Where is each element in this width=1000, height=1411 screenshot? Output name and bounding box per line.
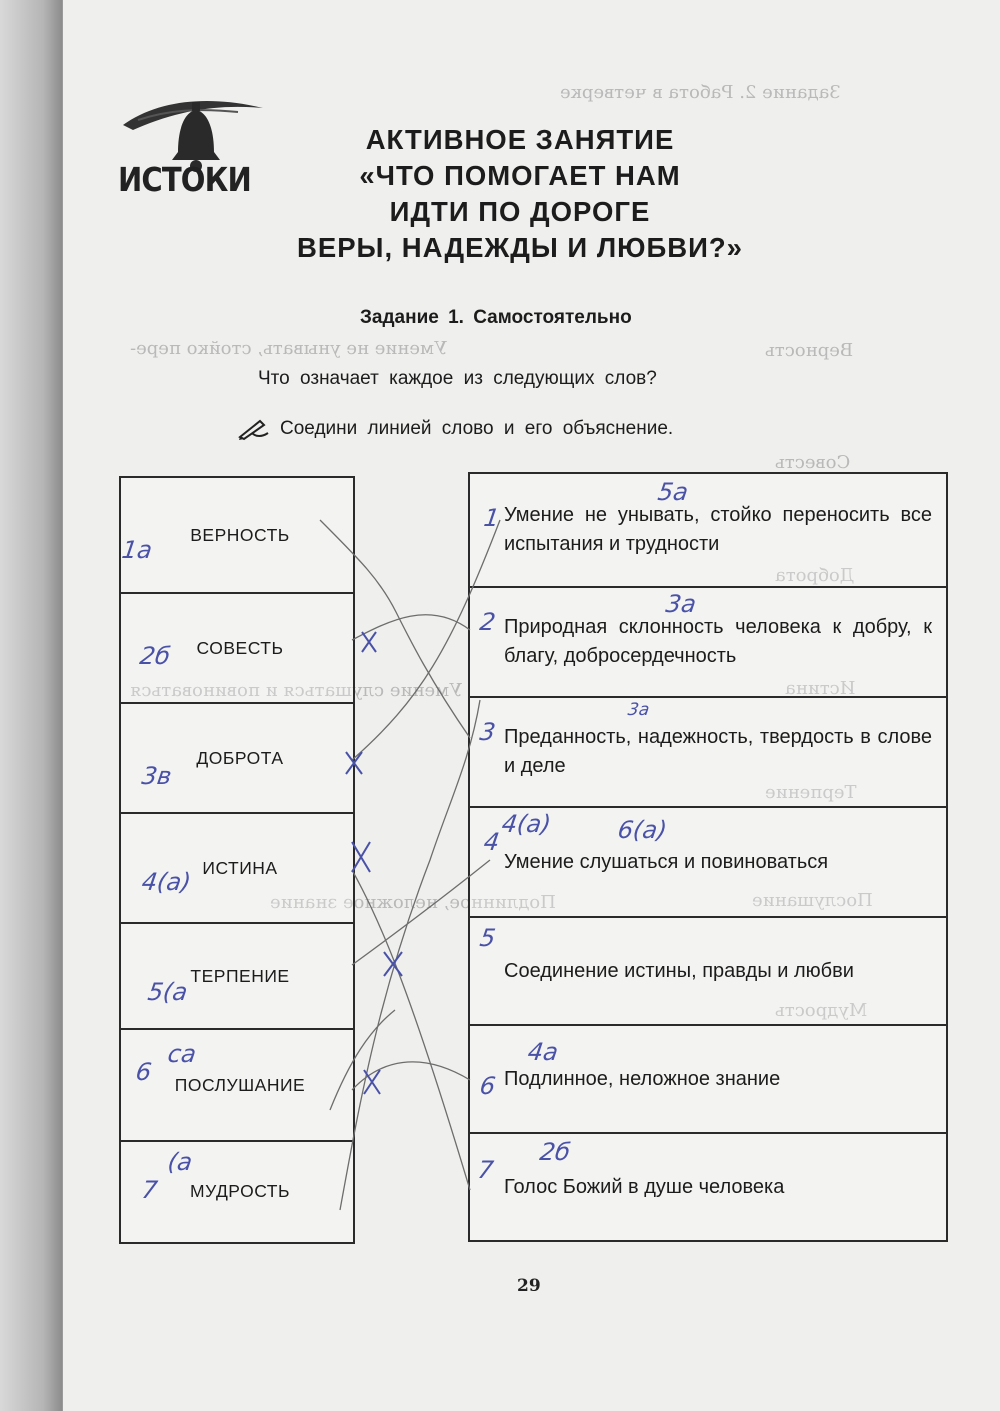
word-cell[interactable] (121, 478, 353, 592)
bleed-through-line: Умение слушаться и повиноваться (130, 680, 463, 701)
explanation-text: Природная склонность человека к добру, к благу, добросердечность (504, 616, 932, 667)
handwritten-mark: 4(а) (140, 868, 193, 896)
handwritten-mark: 3в (140, 762, 174, 790)
bleed-through-line: Мудрость (775, 1000, 868, 1021)
bleed-through-line: Послушание (752, 890, 873, 911)
word-label: МУДРОСТЬ (190, 1180, 290, 1201)
handwritten-mark: 2б (138, 642, 173, 670)
book-spine-shadow (0, 0, 62, 1411)
task-title: Задание 1. Самостоятельно (360, 307, 632, 328)
title-line: ВЕРЫ, НАДЕЖДЫ И ЛЮБВИ?» (297, 232, 743, 263)
word-label: ТЕРПЕНИЕ (190, 965, 290, 986)
handwritten-number: 4 (482, 828, 502, 856)
handwritten-mark: 5а (656, 478, 690, 506)
word-cell[interactable] (121, 702, 353, 812)
word-cell[interactable] (121, 1028, 353, 1140)
bleed-through-line: Истина (785, 678, 856, 699)
handwritten-mark: са (166, 1040, 198, 1068)
bleed-through-line: Верность (765, 340, 854, 361)
task-question: Что означает каждое из следующих слов? (258, 368, 657, 389)
word-label: ПОСЛУШАНИЕ (174, 1074, 306, 1095)
handwritten-mark: 3а (664, 590, 698, 618)
task-instruction (238, 417, 673, 441)
explanation-text: Соединение истины, правды и любви (504, 959, 854, 982)
word-label: СОВЕСТЬ (196, 637, 284, 658)
handwritten-mark: 4а (526, 1038, 560, 1066)
page-title (290, 122, 750, 266)
explanation-text: Подлинное, неложное знание (504, 1067, 781, 1090)
handwritten-number: 6 (478, 1072, 498, 1100)
handwritten-number: 1 (482, 504, 502, 532)
explanations-table (468, 472, 948, 1242)
handwritten-mark: 6 (134, 1058, 154, 1086)
word-label: ВЕРНОСТЬ (190, 524, 290, 545)
handwritten-mark: 5(а (146, 978, 190, 1006)
handwritten-mark: 3а (626, 700, 651, 720)
bleed-through-line: Подлинное, неложное знание (270, 892, 556, 913)
explanation-cell[interactable] (470, 586, 946, 696)
handwritten-number: 5 (478, 924, 498, 952)
explanation-text: Умение слушаться и повиноваться (504, 850, 829, 873)
word-cell[interactable] (121, 812, 353, 922)
bleed-through-line: Задание 2. Работа в четверке (560, 82, 841, 103)
instruction-text: Соедини линией слово и его объяснение. (280, 418, 674, 439)
handwritten-mark: 6(а) (616, 816, 669, 844)
page-number: 29 (517, 1276, 541, 1296)
word-cell[interactable] (121, 922, 353, 1028)
handwritten-mark: 1а (120, 536, 154, 564)
title-line: «ЧТО ПОМОГАЕТ НАМ (359, 160, 681, 191)
bleed-through-line: Терпение (765, 782, 857, 803)
pencil-hand-icon (238, 417, 270, 441)
bleed-through-line: Совесть (775, 452, 851, 473)
explanation-text: Преданность, надежность, твердость в слове и деле (504, 726, 932, 777)
handwritten-mark: 2б (538, 1138, 573, 1166)
handwritten-number: 2 (478, 608, 498, 636)
explanation-cell[interactable] (470, 696, 946, 806)
word-label: ДОБРОТА (196, 747, 284, 768)
bleed-through-line: Доброта (775, 565, 855, 586)
handwritten-number: 3 (478, 718, 498, 746)
explanation-cell[interactable] (470, 474, 946, 586)
handwritten-mark: (а (166, 1148, 195, 1176)
word-label: ИСТИНА (202, 857, 278, 878)
handwritten-mark: 7 (140, 1176, 160, 1204)
explanation-text: Голос Божий в душе человека (504, 1175, 785, 1198)
bleed-through-line: Умение не унывать, стойко пере- (130, 338, 447, 359)
logo-text: ИСТОКИ (118, 160, 251, 199)
explanation-cell[interactable] (470, 916, 946, 1024)
title-line: АКТИВНОЕ ЗАНЯТИЕ (365, 124, 675, 155)
title-line: ИДТИ ПО ДОРОГЕ (389, 196, 651, 227)
words-table (119, 476, 355, 1244)
handwritten-number: 7 (476, 1156, 496, 1184)
handwritten-mark: 4(а) (500, 810, 553, 838)
explanation-text: Умение не унывать, стойко переносить все испытания и трудности (504, 504, 932, 555)
